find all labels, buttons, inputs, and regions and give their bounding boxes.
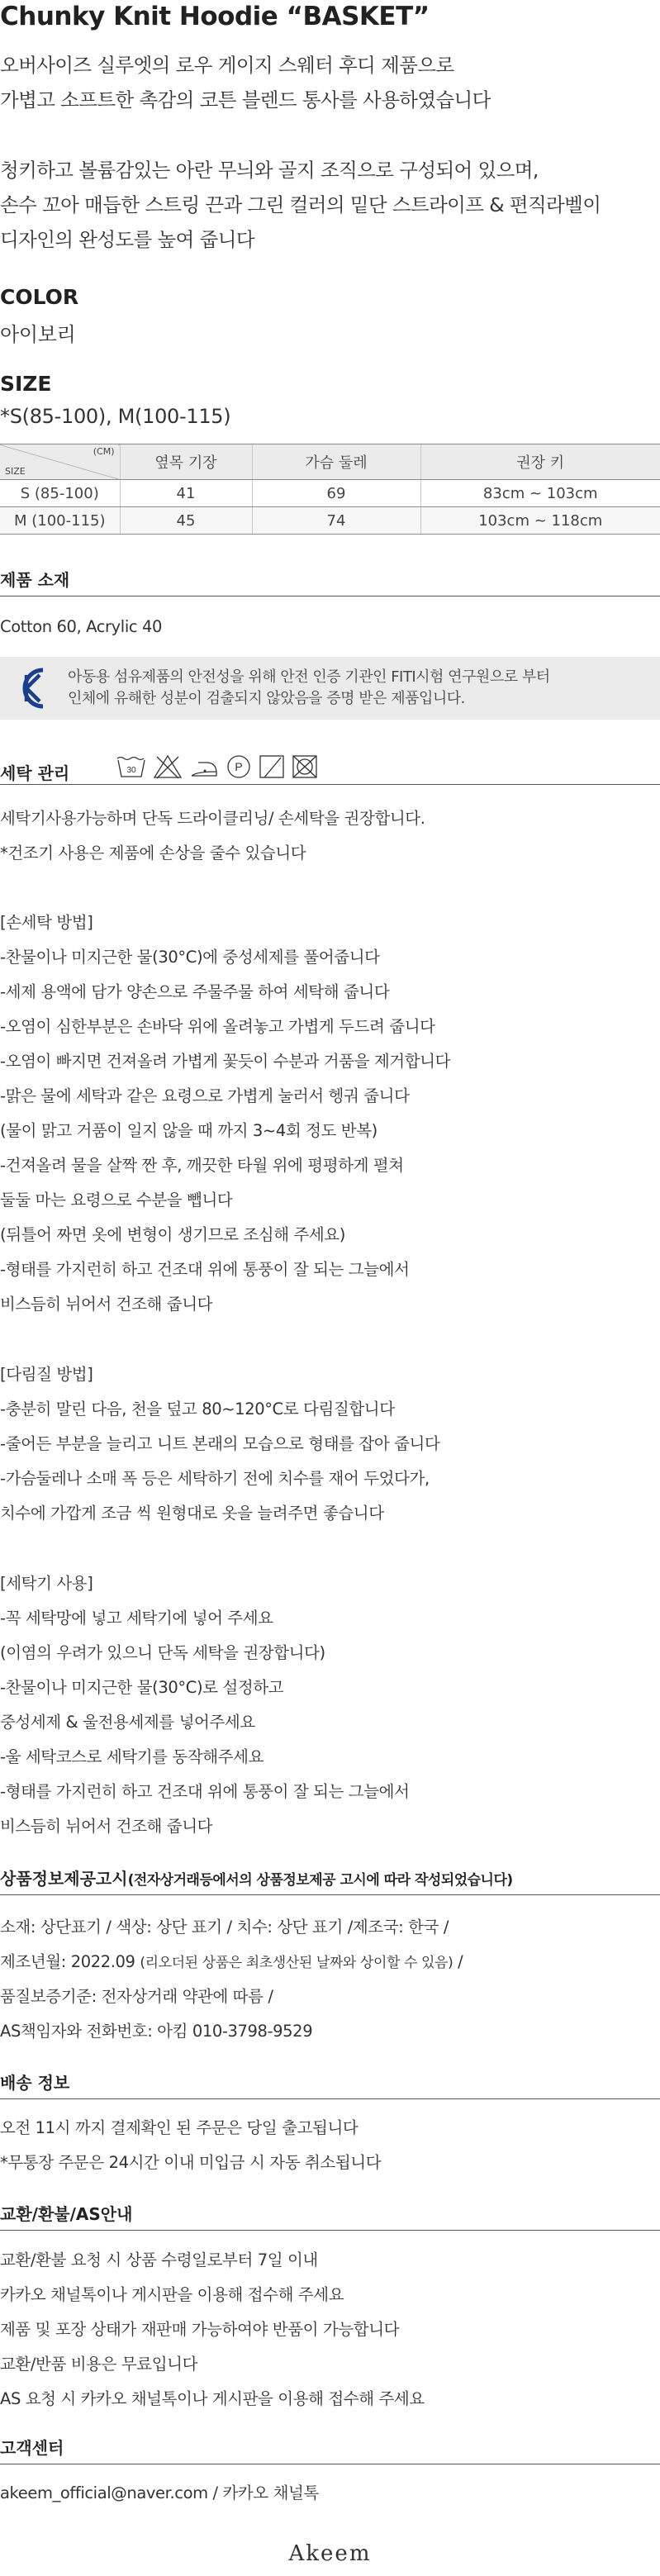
size-table-header-row — [0, 444, 660, 480]
intro-line: 가볍고 소프트한 촉감의 코튼 블렌드 통사를 사용하였습니다 — [0, 88, 491, 112]
size-table-corner — [0, 444, 120, 480]
returns-body — [0, 2243, 425, 2417]
machine-wash-section — [0, 1566, 410, 1844]
product-info-title: 상품정보제공고시 — [0, 1869, 128, 1889]
design-line: 디자인의 완성도를 높여 줍니다 — [0, 228, 254, 251]
shipping-heading: 배송 정보 — [0, 2070, 660, 2099]
table-cell: 83cm ~ 103cm — [420, 480, 660, 507]
care-line: 세탁기사용가능하며 단독 드라이클리닝/ 손세탁을 권장합니다. — [0, 809, 425, 828]
table-cell: 41 — [120, 480, 252, 507]
no-tumble-dry-icon — [291, 753, 319, 780]
size-value: *S(85-100), M(100-115) — [0, 405, 231, 428]
machine-line: -꼭 세탁망에 넣고 세탁기에 넣어 주세요 — [0, 1609, 273, 1628]
kc-notice-box — [0, 657, 660, 720]
care-intro — [0, 801, 425, 871]
product-info-line: 소재: 상단표기 / 색상: 상단 표기 / 치수: 상단 표기 /제조국: 한국 / — [0, 1918, 449, 1937]
care-heading: 세탁 관리 — [0, 763, 70, 783]
table-row — [0, 480, 660, 507]
hand-wash-line: -오염이 빠지면 건져올려 가볍게 꽃듯이 수분과 거품을 제거합니다 — [0, 1052, 451, 1071]
iron-low-icon — [188, 753, 220, 780]
table-header: 옆목 기장 — [120, 444, 252, 480]
shipping-line: *무통장 주문은 24시간 이내 미입금 시 자동 취소됩니다 — [0, 2153, 382, 2172]
wash-30-icon — [116, 753, 147, 780]
table-header: 권장 키 — [420, 444, 660, 480]
product-info-subtitle: (전자상거래등에서의 상품정보제공 고시에 따라 작성되었습니다) — [127, 1872, 513, 1889]
shipping-line: 오전 11시 까지 결제확인 된 주문은 당일 출고됩니다 — [0, 2118, 358, 2137]
table-row — [0, 507, 660, 535]
intro-paragraph — [0, 48, 491, 117]
brand-logo-text: Akeem — [288, 2541, 372, 2566]
hand-wash-line: 비스듬히 뉘어서 건조해 줍니다 — [0, 1295, 213, 1314]
color-value: 아이보리 — [0, 323, 76, 346]
hand-wash-section — [0, 905, 450, 1322]
hand-wash-line: -형태를 가지런히 하고 건조대 위에 통풍이 잘 되는 그늘에서 — [0, 1260, 410, 1279]
machine-line: [세탁기 사용] — [0, 1574, 93, 1593]
machine-line: -형태를 가지런히 하고 건조대 위에 통풍이 잘 되는 그늘에서 — [0, 1782, 410, 1801]
hand-wash-line: (물이 맑고 거품이 일지 않을 때 까지 3~4회 정도 반복) — [0, 1121, 377, 1140]
line-dry-icon — [258, 753, 286, 780]
support-heading: 고객센터 — [0, 2435, 660, 2464]
returns-line: AS 요청 시 카카오 채널톡이나 게시판을 이용해 접수해 주세요 — [0, 2389, 425, 2408]
ironing-line: -줄어든 부분을 늘리고 니트 본래의 모습으로 형태를 잡아 줍니다 — [0, 1434, 440, 1453]
size-cell: S (85-100) — [0, 480, 120, 507]
table-cell: 74 — [252, 507, 420, 535]
table-cell: 45 — [120, 507, 252, 535]
design-paragraph — [0, 153, 601, 257]
dryclean-p-icon — [225, 753, 253, 780]
product-info-line: AS책임자와 전화번호: 아킴 010-3798-9529 — [0, 2022, 313, 2041]
color-heading: COLOR — [0, 285, 79, 309]
shipping-body — [0, 2111, 381, 2180]
hand-wash-line: -건져올려 물을 살짝 짠 후, 깨끗한 타월 위에 평평하게 펼쳐 — [0, 1156, 404, 1175]
size-cell: M (100-115) — [0, 507, 120, 535]
no-bleach-icon — [152, 753, 183, 780]
brand-logo — [0, 2541, 660, 2566]
manufacture-date-note: (리오더된 상품은 최초생산된 날짜와 상이할 수 있음) — [140, 1955, 453, 1971]
material-value — [0, 610, 162, 644]
product-info-body — [0, 1910, 463, 2049]
svg-text:P: P — [235, 760, 243, 773]
product-info-line: 품질보증기준: 전자상거래 약관에 따름 / — [0, 1987, 273, 2006]
product-info-line — [0, 1945, 463, 1980]
line-end: / — [453, 1952, 463, 1971]
size-table — [0, 444, 660, 535]
support-contact[interactable]: akeem_official@naver.com / 카카오 채널톡 — [0, 2483, 319, 2502]
intro-line: 오버사이즈 실루엣의 로우 게이지 스웨터 후디 제품으로 — [0, 54, 454, 77]
product-info-heading — [0, 1865, 660, 1895]
returns-heading: 교환/환불/AS안내 — [0, 2201, 660, 2231]
machine-line: 중성세제 & 울전용세제를 넣어주세요 — [0, 1713, 255, 1732]
returns-line: 카카오 채널톡이나 게시판을 이용해 접수해 주세요 — [0, 2285, 344, 2304]
design-line: 손수 꼬아 매듭한 스트링 끈과 그린 컬러의 밑단 스트라이프 & 편직라벨이 — [0, 193, 601, 216]
machine-line: (이염의 우려가 있으니 단독 세탁을 권장합니다) — [0, 1643, 325, 1662]
returns-line: 제품 및 포장 상태가 재판매 가능하여야 반품이 가능합니다 — [0, 2320, 400, 2339]
wash-temp-label: 30 — [126, 766, 136, 775]
care-line: *건조기 사용은 제품에 손상을 줄수 있습니다 — [0, 844, 306, 863]
hand-wash-line: 둘둘 마는 요령으로 수분을 뺍니다 — [0, 1191, 233, 1210]
hand-wash-line: -오염이 심한부분은 손바닥 위에 올려놓고 가볍게 두드려 줍니다 — [0, 1017, 435, 1036]
ironing-section — [0, 1357, 439, 1531]
hand-wash-line: (뒤틀어 짜면 옷에 변형이 생기므로 조심해 주세요) — [0, 1225, 345, 1244]
material-line: Cotton 60, Acrylic 40 — [0, 617, 162, 636]
care-symbols — [116, 753, 319, 780]
kc-notice-text — [68, 667, 550, 710]
table-cell: 103cm ~ 118cm — [420, 507, 660, 535]
hand-wash-line: [손세탁 방법] — [0, 913, 93, 932]
table-cell: 69 — [252, 480, 420, 507]
hand-wash-line: -맑은 물에 세탁과 같은 요령으로 가볍게 눌러서 헹궈 줍니다 — [0, 1086, 410, 1105]
care-heading-row — [0, 752, 660, 785]
unit-label: (CM) — [93, 446, 115, 457]
ironing-line: 치수에 가깝게 조금 씩 원형대로 옷을 늘려주면 좋습니다 — [0, 1504, 384, 1523]
kc-notice-line: 아동용 섬유제품의 안전성을 위해 안전 인증 기관인 FITI시험 연구원으로 부터 — [68, 668, 550, 686]
table-header: 가슴 둘레 — [252, 444, 420, 480]
hand-wash-line: -찬물이나 미지근한 물(30°C)에 중성세제를 풀어줍니다 — [0, 948, 380, 967]
material-heading: 제품 소재 — [0, 567, 660, 596]
support-body — [0, 2476, 319, 2511]
product-title: Chunky Knit Hoodie “BASKET” — [0, 2, 430, 31]
ironing-line: -가슴둘레나 소매 폭 등은 세탁하기 전에 치수를 재어 두었다가, — [0, 1469, 430, 1488]
ironing-line: -충분히 말린 다음, 천을 덮고 80~120°C로 다림질합니다 — [0, 1400, 395, 1419]
machine-line: -찬물이나 미지근한 물(30°C)로 설정하고 — [0, 1678, 284, 1697]
design-line: 청키하고 볼륨감있는 아란 무늬와 골지 조직으로 구성되어 있으며, — [0, 159, 539, 182]
size-corner-label: SIZE — [5, 466, 26, 477]
manufacture-date: 제조년월: 2022.09 — [0, 1952, 140, 1971]
machine-line: 비스듬히 뉘어서 건조해 줍니다 — [0, 1817, 213, 1836]
returns-line: 교환/환불 요청 시 상품 수령일로부터 7일 이내 — [0, 2250, 318, 2269]
returns-line: 교환/반품 비용은 무료입니다 — [0, 2355, 198, 2374]
size-heading: SIZE — [0, 372, 52, 396]
kc-mark-icon — [18, 667, 51, 710]
machine-line: -울 세탁코스로 세탁기를 동작해주세요 — [0, 1747, 264, 1766]
kc-notice-line: 인체에 유해한 성분이 검출되지 않았음을 증명 받은 제품입니다. — [68, 690, 465, 707]
ironing-line: [다림질 방법] — [0, 1365, 93, 1384]
hand-wash-line: -세제 용액에 담가 양손으로 주물주물 하여 세탁해 줍니다 — [0, 982, 390, 1001]
